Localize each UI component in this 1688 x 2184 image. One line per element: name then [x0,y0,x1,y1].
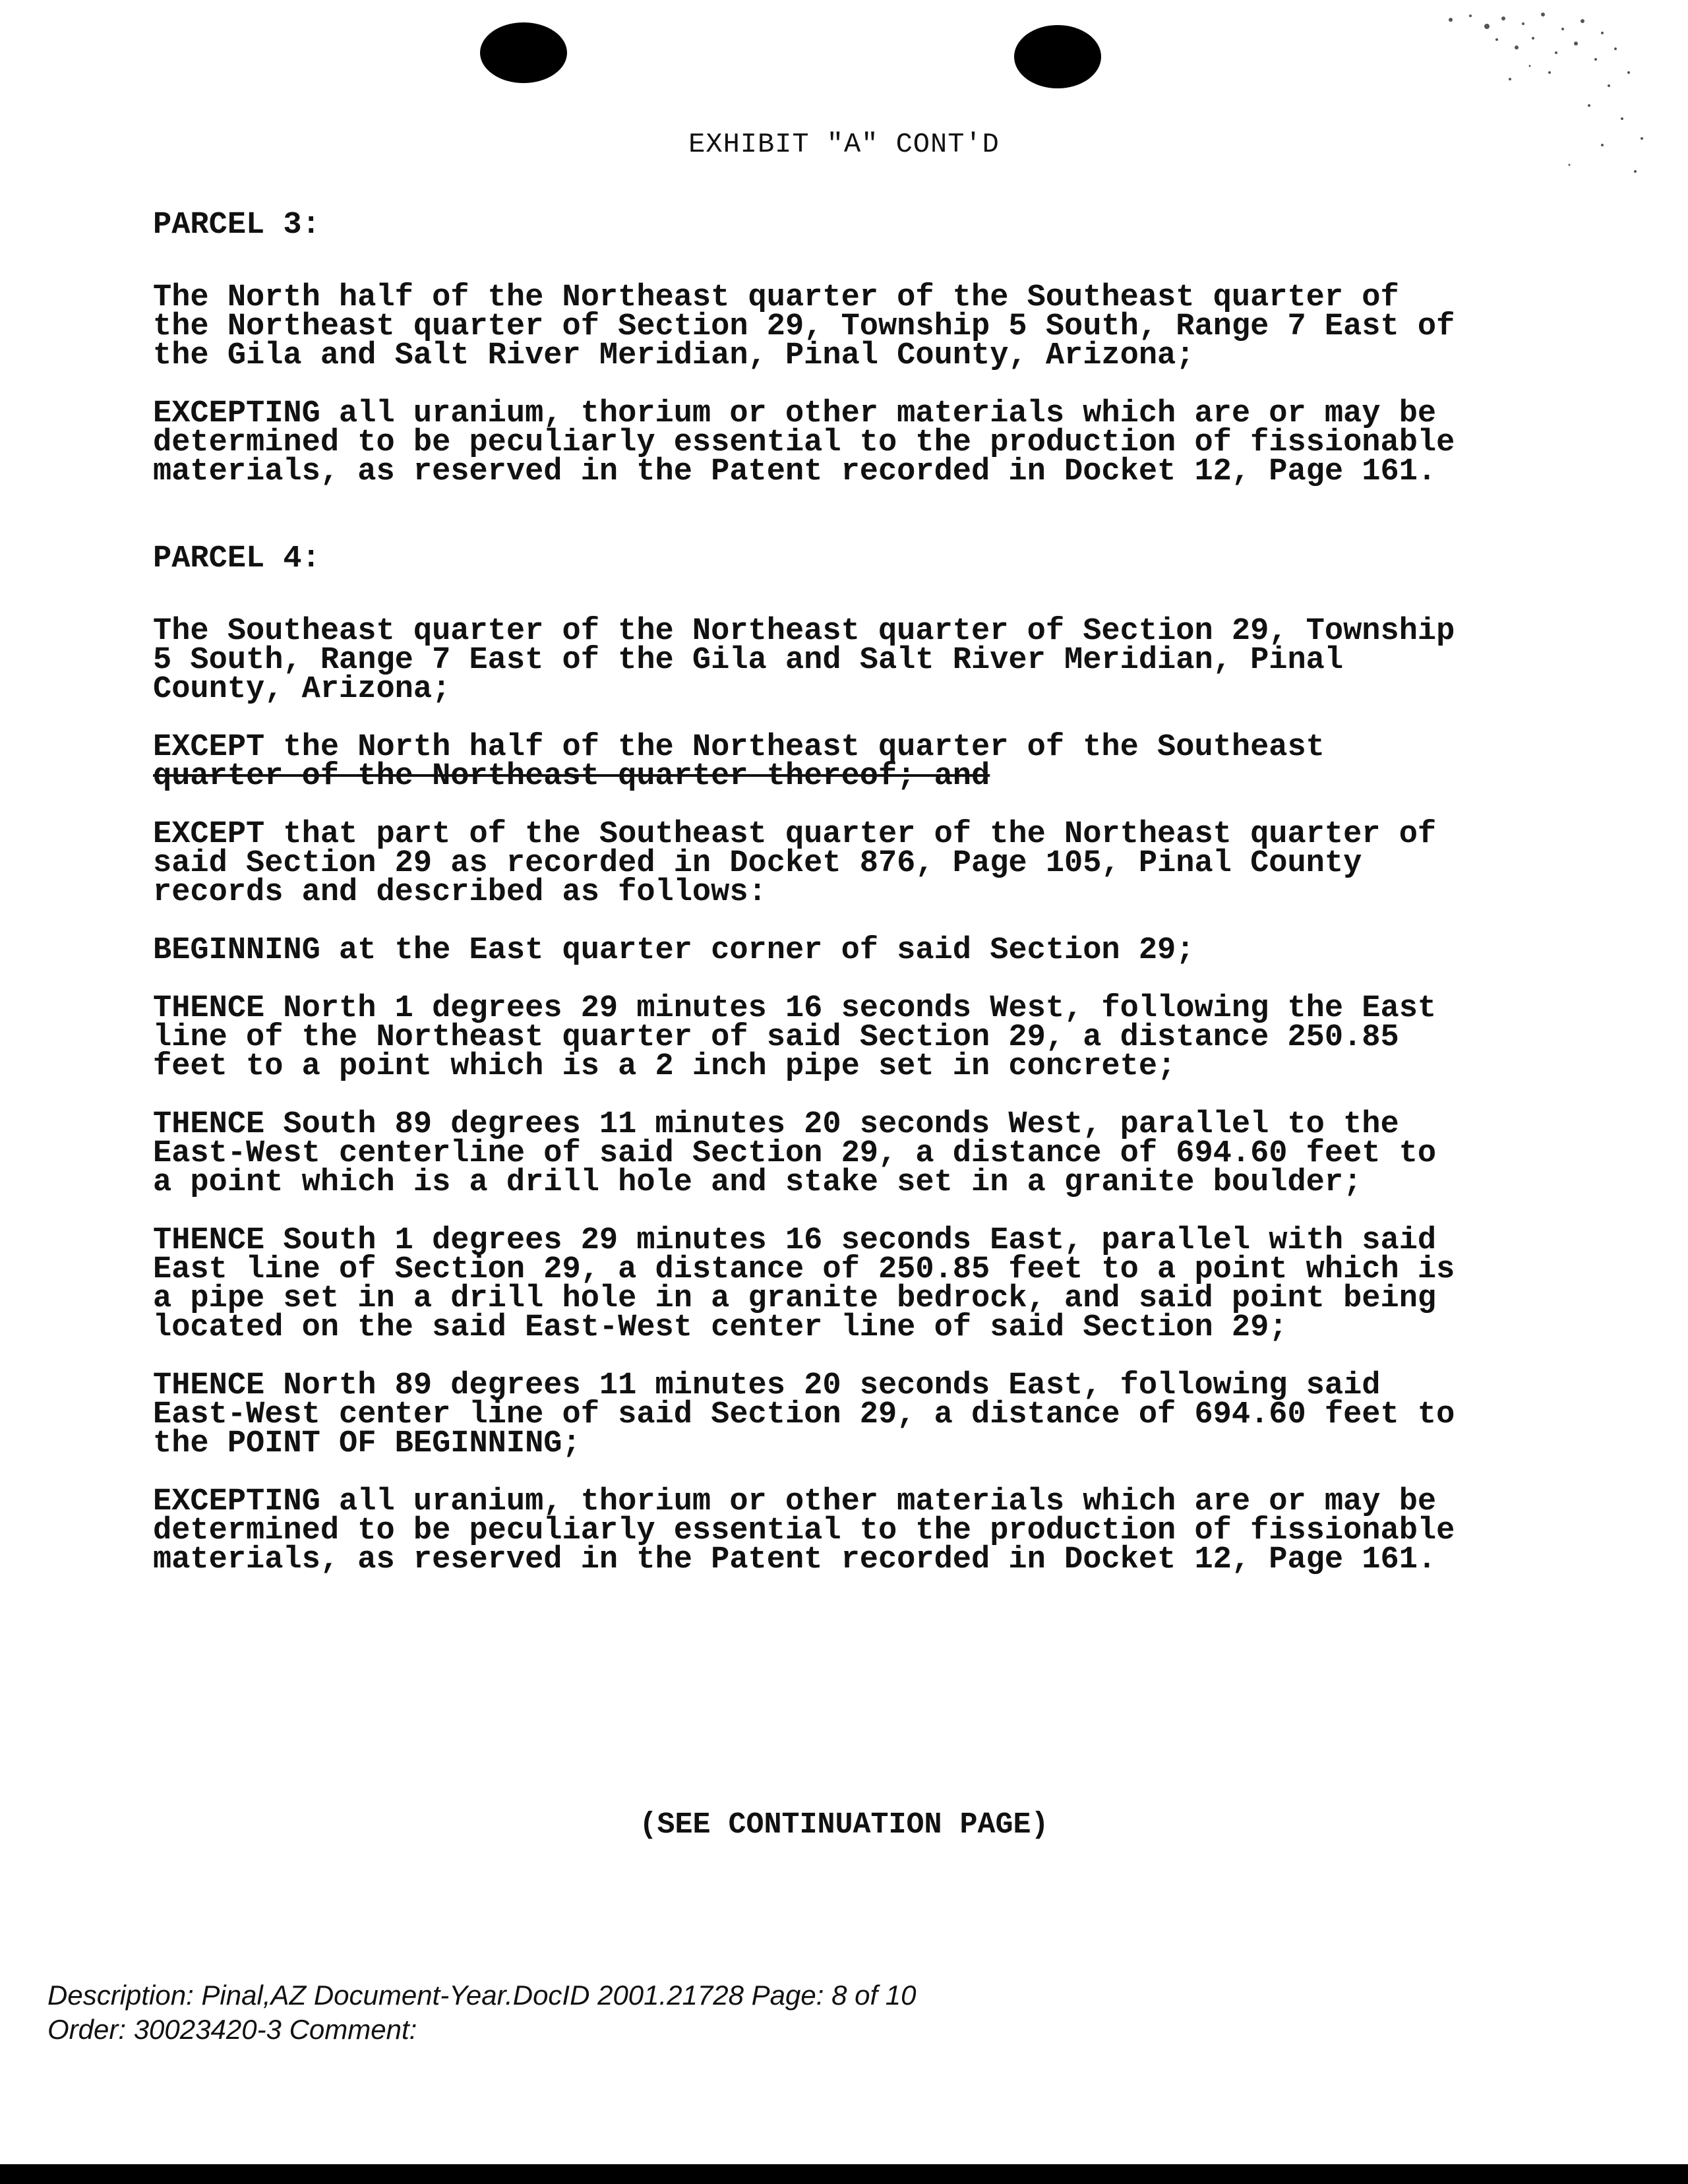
parcel-4-description: The Southeast quarter of the Northeast quarter of Section 29, Township 5 South, Range 7 East of the Gila and Salt River Meridian, Pinal County, Arizona; [153,614,1455,707]
parcel-3-exception: EXCEPTING all uranium, thorium or other materials which are or may be determined to be peculiarly essential to the production of fissionable materials, as reserved in the Patent recorded in Docket 12, Page 161. [153,396,1455,489]
exhibit-title: EXHIBIT "A" CONT'D [688,129,1000,160]
parcel-4-thence-1: THENCE North 1 degrees 29 minutes 16 seconds West, following the East line of the Northeast quarter of said Section 29, a distance 250.85 feet to a point which is a 2 inch pipe set in concrete; [153,991,1437,1084]
parcel-4-except-docket: EXCEPT that part of the Southeast quarter of the Northeast quarter of said Section 29 as recorded in Docket 876, Page 105, Pinal County records and described as follows: [153,817,1437,910]
parcel-4-thence-3: THENCE South 1 degrees 29 minutes 16 seconds East, parallel with said East line of Section 29, a distance of 250.85 feet to a point which is a pipe set in a drill hole in a granite bedrock, and said point being located on the said East-West center line of said Section 29; [153,1223,1455,1345]
parcel-3-heading: PARCEL 3: [153,208,320,243]
parcel-4-thence-2: THENCE South 89 degrees 11 minutes 20 seconds West, parallel to the East-West centerline of said Section 29, a distance of 694.60 feet to a point which is a drill hole and stake set in a granite boulder; [153,1107,1437,1200]
parcel-4-beginning: BEGINNING at the East quarter corner of said Section 29; [153,933,1195,968]
scan-noise-speckle [1424,7,1675,224]
parcel-4-exception: EXCEPTING all uranium, thorium or other materials which are or may be determined to be peculiarly essential to the production of fissionable materials, as reserved in the Patent recorded in Docket 12, Page 161. [153,1484,1455,1577]
parcel-4-heading: PARCEL 4: [153,541,320,576]
parcel-4-except-north-half-struck: quarter of the Northeast quarter thereof; and [153,759,990,794]
parcel-3-description: The North half of the Northeast quarter of the Southeast quarter of the Northeast quarter of Section 29, Township 5 South, Range 7 East of the Gila and Salt River Meridian, Pinal County, Arizona; [153,280,1455,373]
punch-hole-left [480,22,567,83]
parcel-4-except-north-half: EXCEPT the North half of the Northeast quarter of the Southeast [153,730,1325,765]
footer-order: Order: 30023420-3 Comment: [47,2014,417,2045]
document-body [153,208,1472,1577]
parcel-4-thence-4: THENCE North 89 degrees 11 minutes 20 seconds East, following said East-West center line of said Section 29, a distance of 694.60 feet to the POINT OF BEGINNING; [153,1368,1455,1461]
punch-hole-right [1014,25,1101,88]
scan-border-bottom [0,2164,1688,2184]
continuation-note: (SEE CONTINUATION PAGE) [639,1808,1049,1842]
document-footer [47,1978,917,2047]
footer-description: Description: Pinal,AZ Document-Year.DocID 2001.21728 Page: 8 of 10 [47,1980,917,2011]
